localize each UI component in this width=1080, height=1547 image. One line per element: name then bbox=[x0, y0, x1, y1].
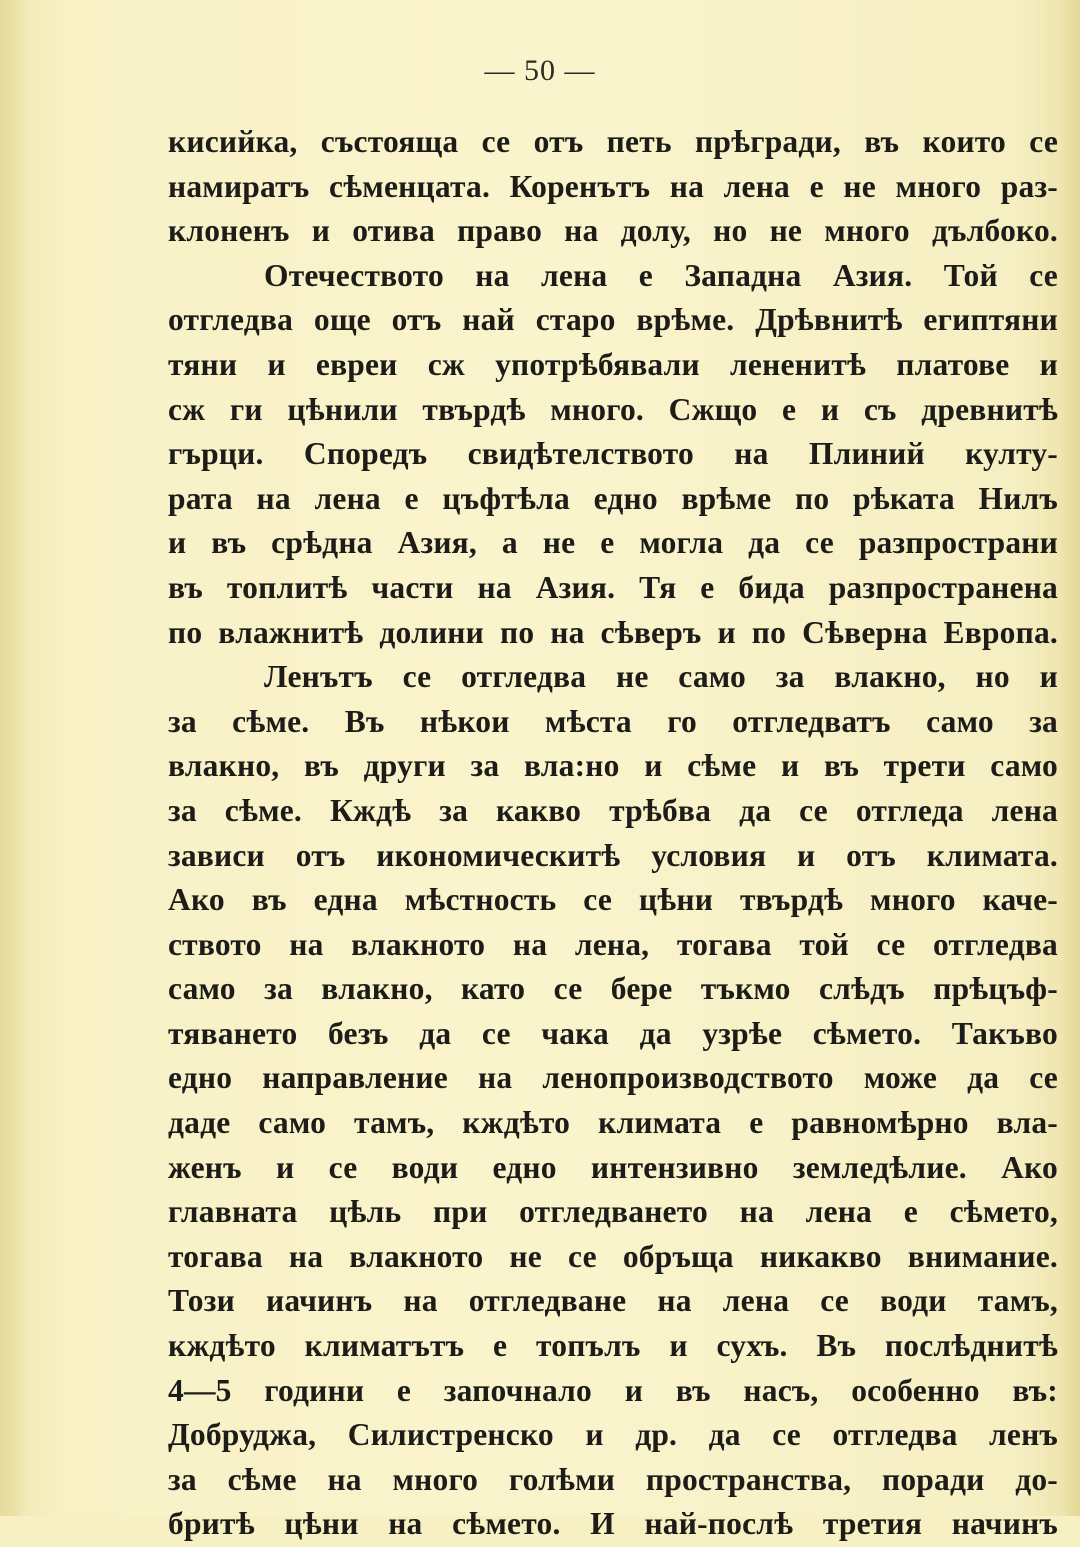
page-right-shadow bbox=[1060, 0, 1080, 1516]
text-line: тяването безъ да се чака да узрѣе сѣмето. Такъво bbox=[168, 1015, 1058, 1051]
text-line: и въ срѣдна Азия, а не е могла да се разпространи bbox=[168, 525, 1058, 561]
text-line: Този иачинъ на отгледване на лена се води тамъ, bbox=[168, 1283, 1058, 1319]
text-line: бритѣ цѣни на сѣмето. И най-послѣ третия начинъ bbox=[168, 1506, 1058, 1542]
text-line: въ топлитѣ части на Азия. Тя е бида разпространена bbox=[168, 569, 1058, 605]
text-line: главната цѣль при отгледването на лена е сѣмето, bbox=[168, 1194, 1058, 1230]
text-line: тогава на влакното не се обръща никакво внимание. bbox=[168, 1238, 1058, 1274]
text-line: гърци. Спор​едъ свидѣтелството на Плиний култу- bbox=[168, 436, 1058, 472]
text-line: женъ и се води едно интензивно земледѣлие. Ако bbox=[168, 1149, 1058, 1185]
page-number: — 50 — bbox=[484, 54, 596, 87]
text-line: зависи отъ икономическитѣ условия и отъ климата. bbox=[168, 837, 1058, 873]
text-line: Отечеството на лена е Западна Азия. Той се bbox=[264, 257, 1058, 293]
text-line: кждѣто климатътъ е топълъ и сухъ. Въ послѣднитѣ bbox=[168, 1328, 1058, 1364]
text-line: едно направление на ленопроизводството може да се bbox=[168, 1060, 1058, 1096]
text-line: сж ги цѣнили твърдѣ много. Сжщо е и съ древнитѣ bbox=[168, 391, 1058, 427]
text-line: само за влакно, като се бере тъкмо слѣдъ прѣцъф- bbox=[168, 971, 1058, 1007]
text-line: даде само тамъ, кждѣто климата е равномѣрно вла- bbox=[168, 1105, 1058, 1141]
text-line: влакно, въ други за вла:но и сѣме и въ трети само bbox=[168, 748, 1058, 784]
text-line: кисийка, състояща се отъ петь прѣгради, въ които се bbox=[168, 124, 1058, 159]
text-line: рата на лена е цъфтѣла едно врѣме по рѣката Нилъ bbox=[168, 480, 1058, 516]
text-line: за сѣме. Кждѣ за какво трѣбва да се отгледа лена bbox=[168, 792, 1058, 828]
text-line: тяни и евреи сж употрѣбявали лененитѣ платове и bbox=[168, 346, 1058, 382]
text-line: Ако въ една мѣстность се цѣни твърдѣ много каче- bbox=[168, 882, 1058, 918]
text-line: отгледва още отъ най старо врѣме. Дрѣвнитѣ египтяни bbox=[168, 302, 1058, 338]
text-line: Ленътъ се отгледва не само за влакно, но и bbox=[264, 659, 1058, 695]
body-text bbox=[168, 120, 1058, 1547]
text-line: намиратъ сѣменцата. Коренътъ на лена е не много раз- bbox=[168, 168, 1058, 204]
text-line: Добруджа, Силистренско и др. да се отгледва ленъ bbox=[168, 1417, 1058, 1453]
text-line: за сѣме на много голѣми пространства, поради до- bbox=[168, 1461, 1058, 1497]
page-left-shadow bbox=[0, 0, 28, 1516]
text-line: за сѣме. Въ нѣкои мѣста го отгледватъ само за bbox=[168, 703, 1058, 739]
text-line: 4—5 години е започнало и въ насъ, особенно въ: bbox=[168, 1372, 1058, 1408]
text-line: по влажнитѣ долини по на сѣверъ и по Сѣверна Европа. bbox=[168, 614, 1058, 650]
text-line: клоненъ и отива право на долу, но не много дълбоко. bbox=[168, 213, 1058, 249]
text-line: ството на влакното на лена, тогава той се отгледва bbox=[168, 926, 1058, 962]
